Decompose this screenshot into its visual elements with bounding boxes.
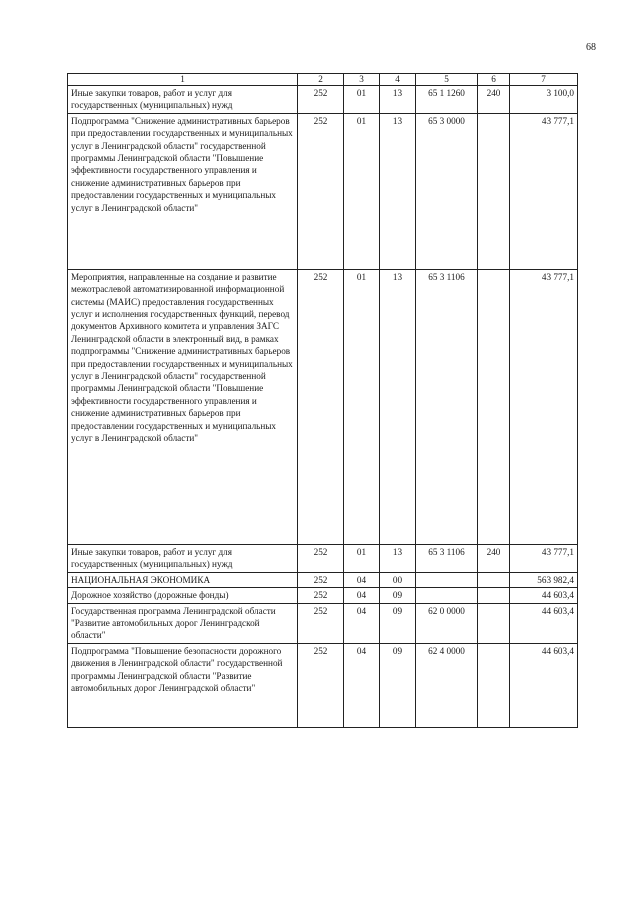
table-row — [68, 544, 578, 572]
row-code-4: 09 — [380, 643, 416, 727]
budget-table — [67, 73, 578, 728]
table-row — [68, 572, 578, 587]
row-code-4: 09 — [380, 603, 416, 643]
row-code-3: 04 — [344, 588, 380, 603]
row-amount: 43 777,1 — [510, 544, 578, 572]
table-row — [68, 86, 578, 114]
row-code-5: 62 0 0000 — [416, 603, 478, 643]
row-amount: 3 100,0 — [510, 86, 578, 114]
row-code-6 — [478, 269, 510, 544]
table-row — [68, 269, 578, 544]
row-code-3: 04 — [344, 643, 380, 727]
header-cell: 6 — [478, 74, 510, 86]
row-code-5 — [416, 572, 478, 587]
header-cell: 4 — [380, 74, 416, 86]
row-code-4: 13 — [380, 86, 416, 114]
row-name: Подпрограмма "Повышение безопасности дорожного движения в Ленинградской области" государственной программы Ленинградской области "Развитие автомобильных дорог Ленинградской области" — [68, 643, 298, 727]
row-amount: 44 603,4 — [510, 643, 578, 727]
row-amount: 43 777,1 — [510, 113, 578, 269]
row-name: НАЦИОНАЛЬНАЯ ЭКОНОМИКА — [68, 572, 298, 587]
row-code-2: 252 — [298, 113, 344, 269]
header-cell: 7 — [510, 74, 578, 86]
row-code-4: 09 — [380, 588, 416, 603]
row-code-2: 252 — [298, 603, 344, 643]
row-code-2: 252 — [298, 269, 344, 544]
row-code-5: 65 3 1106 — [416, 544, 478, 572]
header-cell: 1 — [68, 74, 298, 86]
table-row — [68, 603, 578, 643]
row-code-6: 240 — [478, 86, 510, 114]
row-code-4: 13 — [380, 269, 416, 544]
row-code-3: 01 — [344, 113, 380, 269]
row-code-6 — [478, 603, 510, 643]
row-code-2: 252 — [298, 643, 344, 727]
row-amount: 43 777,1 — [510, 269, 578, 544]
row-name: Дорожное хозяйство (дорожные фонды) — [68, 588, 298, 603]
row-code-6: 240 — [478, 544, 510, 572]
row-code-3: 04 — [344, 603, 380, 643]
row-code-2: 252 — [298, 544, 344, 572]
row-code-5: 65 3 1106 — [416, 269, 478, 544]
table-row — [68, 588, 578, 603]
row-code-3: 01 — [344, 269, 380, 544]
table-row — [68, 113, 578, 269]
header-cell: 2 — [298, 74, 344, 86]
row-code-3: 01 — [344, 86, 380, 114]
row-code-2: 252 — [298, 588, 344, 603]
row-name: Иные закупки товаров, работ и услуг для государственных (муниципальных) нужд — [68, 544, 298, 572]
row-code-3: 04 — [344, 572, 380, 587]
row-code-5: 62 4 0000 — [416, 643, 478, 727]
row-amount: 44 603,4 — [510, 603, 578, 643]
row-code-6 — [478, 113, 510, 269]
row-code-5: 65 1 1260 — [416, 86, 478, 114]
row-name: Государственная программа Ленинградской области "Развитие автомобильных дорог Ленинградской области" — [68, 603, 298, 643]
row-code-2: 252 — [298, 86, 344, 114]
row-amount: 44 603,4 — [510, 588, 578, 603]
page-number: 68 — [586, 42, 596, 53]
header-cell: 3 — [344, 74, 380, 86]
table-header-row — [68, 74, 578, 86]
row-code-3: 01 — [344, 544, 380, 572]
row-code-5: 65 3 0000 — [416, 113, 478, 269]
row-code-6 — [478, 643, 510, 727]
table-row — [68, 643, 578, 727]
row-code-4: 13 — [380, 544, 416, 572]
row-name: Подпрограмма "Снижение административных барьеров при предоставлении государственных и муниципальных услуг в Ленинградской области" государственной программы Ленинградской области "Повышение эффективности государственного управления и снижение административных барьеров при предоставлении государственных и муниципальных услуг в Ленинградской области" — [68, 113, 298, 269]
row-code-6 — [478, 572, 510, 587]
row-code-4: 00 — [380, 572, 416, 587]
row-code-4: 13 — [380, 113, 416, 269]
header-cell: 5 — [416, 74, 478, 86]
row-amount: 563 982,4 — [510, 572, 578, 587]
row-name: Иные закупки товаров, работ и услуг для государственных (муниципальных) нужд — [68, 86, 298, 114]
row-code-2: 252 — [298, 572, 344, 587]
row-code-6 — [478, 588, 510, 603]
row-name: Мероприятия, направленные на создание и развитие межотраслевой автоматизированной информационной системы (МАИС) предоставления государственных услуг и исполнения государственных функций, перевод документов Архивного комитета и управления ЗАГС Ленинградской области в электронный вид, в рамках подпрограммы "Снижение административных барьеров при предоставлении государственных и муниципальных услуг в Ленинградской области" государственной программы Ленинградской области "Повышение эффективности государственного управления и снижение административных барьеров при предоставлении государственных и муниципальных услуг в Ленинградской области" — [68, 269, 298, 544]
row-code-5 — [416, 588, 478, 603]
